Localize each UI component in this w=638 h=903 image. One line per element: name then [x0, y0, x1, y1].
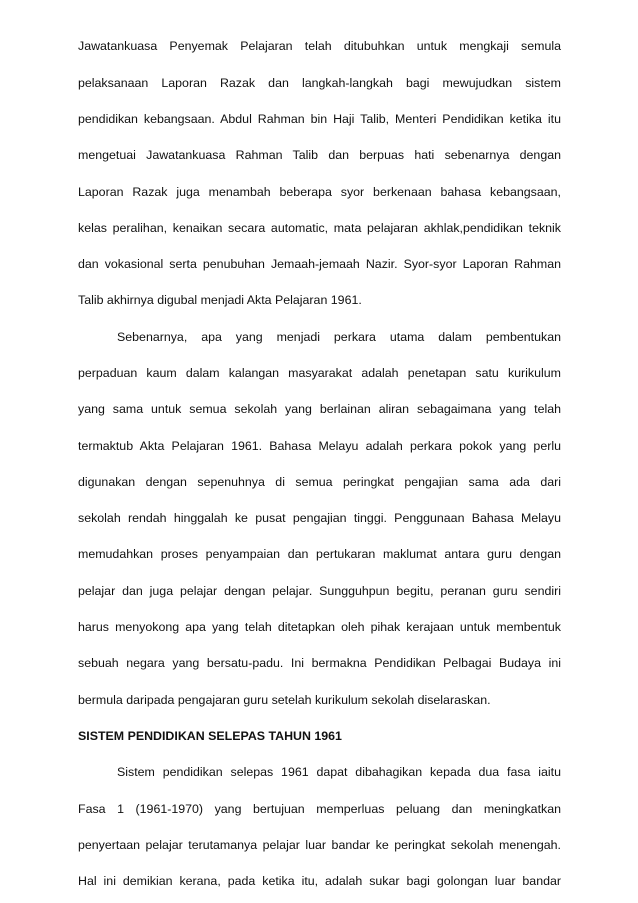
paragraph-2-line-9: harus menyokong apa yang telah ditetapkan oleh pihak kerajaan untuk membentuk [78, 620, 561, 634]
paragraph-3-line-4: Hal ini demikian kerana, pada ketika itu, adalah sukar bagi golongan luar bandar [78, 874, 561, 888]
paragraph-2-line-8: pelajar dan juga pelajar dengan pelajar. Sungguhpun begitu, peranan guru sendiri [78, 584, 561, 598]
paragraph-2-line-6: sekolah rendah hinggalah ke pusat pengajian tinggi. Penggunaan Bahasa Melayu [78, 511, 561, 525]
paragraph-2-line-10: sebuah negara yang bersatu-padu. Ini bermakna Pendidikan Pelbagai Budaya ini [78, 656, 561, 670]
paragraph-1-line-6: kelas peralihan, kenaikan secara automatic, mata pelajaran akhlak,pendidikan teknik [78, 221, 561, 235]
paragraph-1-line-4: mengetuai Jawatankuasa Rahman Talib dan berpuas hati sebenarnya dengan [78, 148, 561, 162]
paragraph-1-line-7: dan vokasional serta penubuhan Jemaah-jemaah Nazir. Syor-syor Laporan Rahman [78, 257, 561, 271]
paragraph-1-line-8: Talib akhirnya digubal menjadi Akta Pelajaran 1961. [78, 293, 362, 307]
paragraph-1-line-3: pendidikan kebangsaan. Abdul Rahman bin Haji Talib, Menteri Pendidikan ketika itu [78, 112, 561, 126]
paragraph-3-line-1: Sistem pendidikan selepas 1961 dapat dibahagikan kepada dua fasa iaitu [117, 765, 561, 779]
paragraph-2-line-11: bermula daripada pengajaran guru setelah kurikulum sekolah diselaraskan. [78, 693, 491, 707]
paragraph-2-line-3: yang sama untuk semua sekolah yang berlainan aliran sebagaimana yang telah [78, 402, 561, 416]
paragraph-1-line-5: Laporan Razak juga menambah beberapa syor berkenaan bahasa kebangsaan, [78, 185, 561, 199]
paragraph-2-line-7: memudahkan proses penyampaian dan pertukaran maklumat antara guru dengan [78, 547, 561, 561]
paragraph-2-line-2: perpaduan kaum dalam kalangan masyarakat adalah penetapan satu kurikulum [78, 366, 561, 380]
paragraph-3-line-2: Fasa 1 (1961-1970) yang bertujuan memperluas peluang dan meningkatkan [78, 802, 561, 816]
section-heading: SISTEM PENDIDIKAN SELEPAS TAHUN 1961 [78, 729, 342, 743]
paragraph-1-line-2: pelaksanaan Laporan Razak dan langkah-langkah bagi mewujudkan sistem [78, 76, 561, 90]
paragraph-2-line-1: Sebenarnya, apa yang menjadi perkara utama dalam pembentukan [117, 330, 561, 344]
paragraph-2-line-5: digunakan dengan sepenuhnya di semua peringkat pengajian sama ada dari [78, 475, 561, 489]
paragraph-3-line-3: penyertaan pelajar terutamanya pelajar luar bandar ke peringkat sekolah menengah. [78, 838, 561, 852]
paragraph-2-line-4: termaktub Akta Pelajaran 1961. Bahasa Melayu adalah perkara pokok yang perlu [78, 439, 561, 453]
paragraph-1-line-1: Jawatankuasa Penyemak Pelajaran telah ditubuhkan untuk mengkaji semula [78, 39, 561, 53]
